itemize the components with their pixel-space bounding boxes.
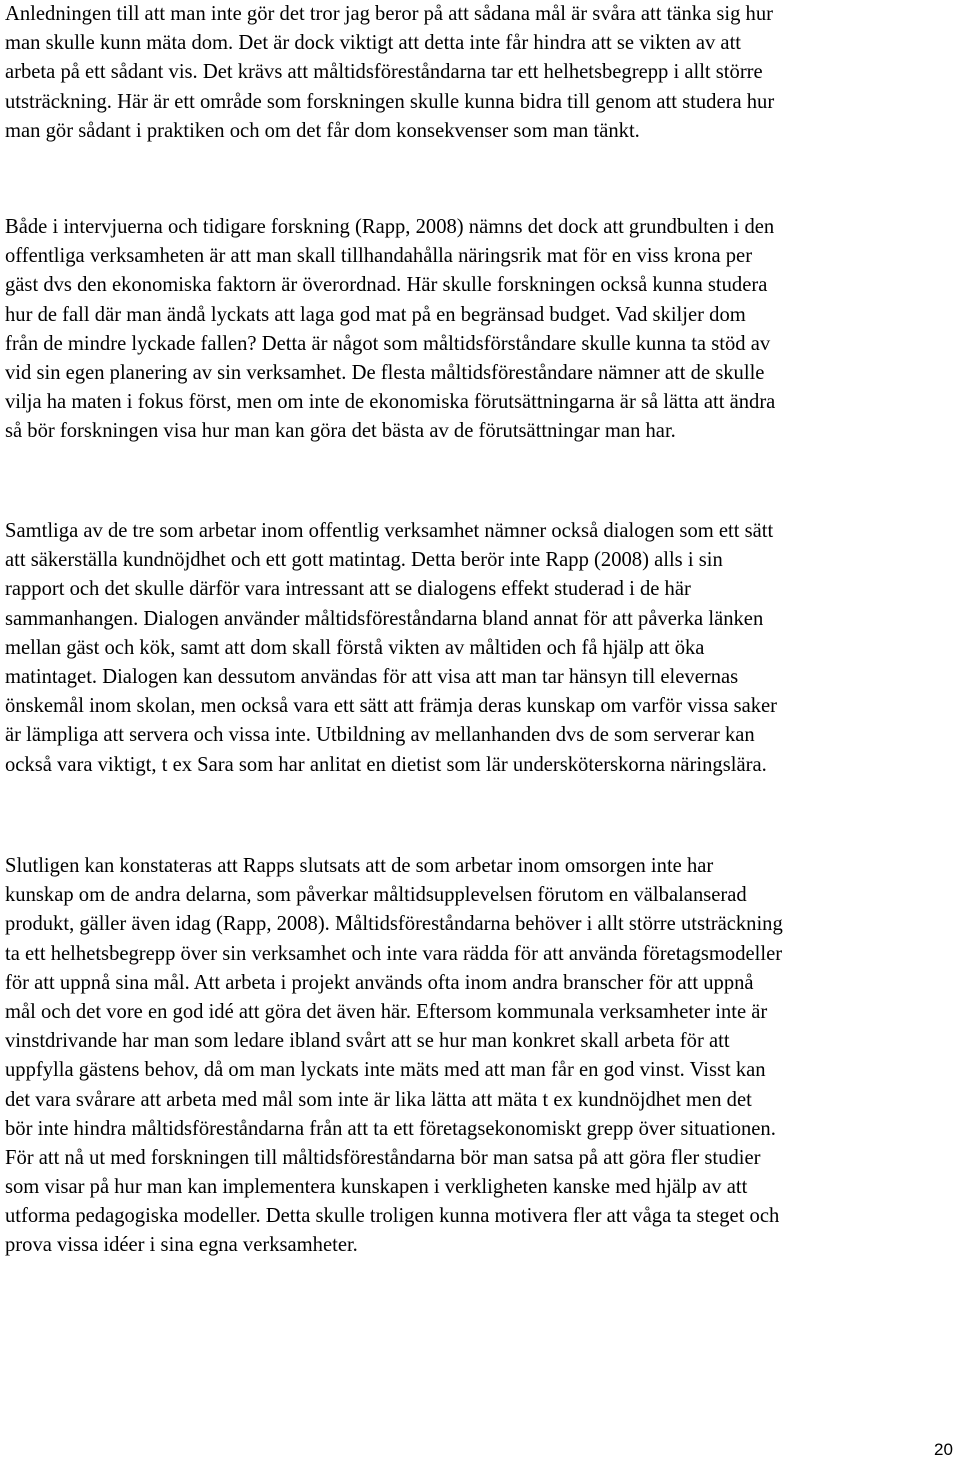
text-line: önskemål inom skolan, men också vara ett sätt att främja deras kunskap om varför vissa saker: [5, 695, 778, 718]
text-line: vinstdrivande har man som ledare ibland svårt att se hur man konkret skall arbeta för att: [5, 1030, 730, 1053]
text-line: vilja ha maten i fokus först, men om inte de ekonomiska förutsättningarna är så lätta att ändra: [5, 391, 776, 414]
text-line: så bör forskningen visa hur man kan göra det bästa av de förutsättningar man har.: [5, 420, 676, 443]
text-line: som visar på hur man kan implementera kunskapen i verkligheten kanske med hjälp av att: [5, 1176, 748, 1199]
text-line: kunskap om de andra delarna, som påverkar måltidsupplevelsen förutom en välbalanserad: [5, 884, 747, 907]
text-line: Samtliga av de tre som arbetar inom offentlig verksamhet nämner också dialogen som ett sätt: [5, 520, 774, 542]
text-line: uppfylla gästens behov, då om man lyckats inte mäts med att man får en god vinst. Visst kan: [5, 1059, 766, 1082]
text-line: mellan gäst och kök, samt att dom skall förstå vikten av måltiden och få hjälp att öka: [5, 636, 705, 659]
text-line: offentliga verksamheten är att man skall tillhandahålla näringsrik mat för en viss krona per: [5, 245, 753, 268]
text-line: hur de fall där man ändå lyckats att laga god mat på en begränsad budget. Vad skiljer dom: [5, 303, 746, 326]
text-line: arbeta på ett sådant vis. Det krävs att måltidsföreståndarna tar ett helhetsbegrepp i allt större: [5, 61, 763, 84]
text-line: Anledningen till att man inte gör det tror jag beror på att sådana mål är svåra att tänka sig hur: [5, 3, 774, 25]
text-line: är lämpliga att servera och vissa inte. Utbildning av mellanhanden dvs de som serverar kan: [5, 724, 755, 747]
page-number: 20: [934, 1440, 953, 1459]
text-line: också vara viktigt, t ex Sara som har anlitat en dietist som lär undersköterskorna näringslära.: [5, 753, 767, 776]
text-line: vid sin egen planering av sin verksamhet. De flesta måltidsföreståndare nämner att de skulle: [5, 361, 765, 384]
text-line: man gör sådant i praktiken och om det får dom konsekvenser som man tänkt.: [5, 119, 640, 142]
text-line: man skulle kunn mäta dom. Det är dock viktigt att detta inte får hindra att se vikten av att: [5, 32, 742, 55]
paragraph: [5, 852, 957, 1261]
text-line: utsträckning. Här är ett område som forskningen skulle kunna bidra till genom att studera hur: [5, 90, 775, 113]
text-line: produkt, gäller även idag (Rapp, 2008). Måltidsföreståndarna behöver i allt större utsträckning: [5, 913, 783, 936]
text-line: Både i intervjuerna och tidigare forskning (Rapp, 2008) nämns det dock att grundbulten i den: [5, 216, 775, 238]
text-line: sammanhangen. Dialogen använder måltidsföreståndarna bland annat för att påverka länken: [5, 607, 764, 630]
text-line: För att nå ut med forskningen till måltidsföreståndarna bör man satsa på att göra fler studier: [5, 1146, 761, 1169]
text-line: rapport och det skulle därför vara intressant att se dialogens effekt studerad i de här: [5, 578, 691, 601]
text-line: gäst dvs den ekonomiska faktorn är överordnad. Här skulle forskningen också kunna studera: [5, 274, 768, 297]
text-line: från de mindre lyckade fallen? Detta är något som måltidsförståndare skulle kunna ta stöd av: [5, 332, 771, 355]
text-line: utforma pedagogiska modeller. Detta skulle troligen kunna motivera fler att våga ta steget och: [5, 1205, 780, 1228]
text-line: att säkerställa kundnöjdhet och ett gott matintag. Detta berör inte Rapp (2008) alls i sin: [5, 549, 723, 572]
text-line: matintaget. Dialogen kan dessutom användas för att visa att man tar hänsyn till elevernas: [5, 665, 739, 688]
text-line: bör inte hindra måltidsföreståndarna från att ta ett företagsekonomiskt grepp över situationen.: [5, 1117, 776, 1140]
paragraph: [5, 0, 957, 146]
text-line: prova vissa idéer i sina egna verksamheter.: [5, 1234, 358, 1257]
text-line: det vara svårare att arbeta med mål som inte är lika lätta att mäta t ex kundnöjdhet men det: [5, 1088, 752, 1111]
text-line: mål och det vore en god idé att göra det även här. Eftersom kommunala verksamheter inte är: [5, 1000, 768, 1023]
text-line: för att uppnå sina mål. Att arbeta i projekt används ofta inom andra branscher för att uppnå: [5, 971, 754, 994]
text-line: ta ett helhetsbegrepp över sin verksamhet och inte vara rädda för att använda företagsmodeller: [5, 942, 783, 965]
text-line: Slutligen kan konstateras att Rapps slutsats att de som arbetar inom omsorgen inte har: [5, 855, 714, 877]
paragraph: [5, 213, 957, 447]
paragraph: [5, 517, 957, 780]
